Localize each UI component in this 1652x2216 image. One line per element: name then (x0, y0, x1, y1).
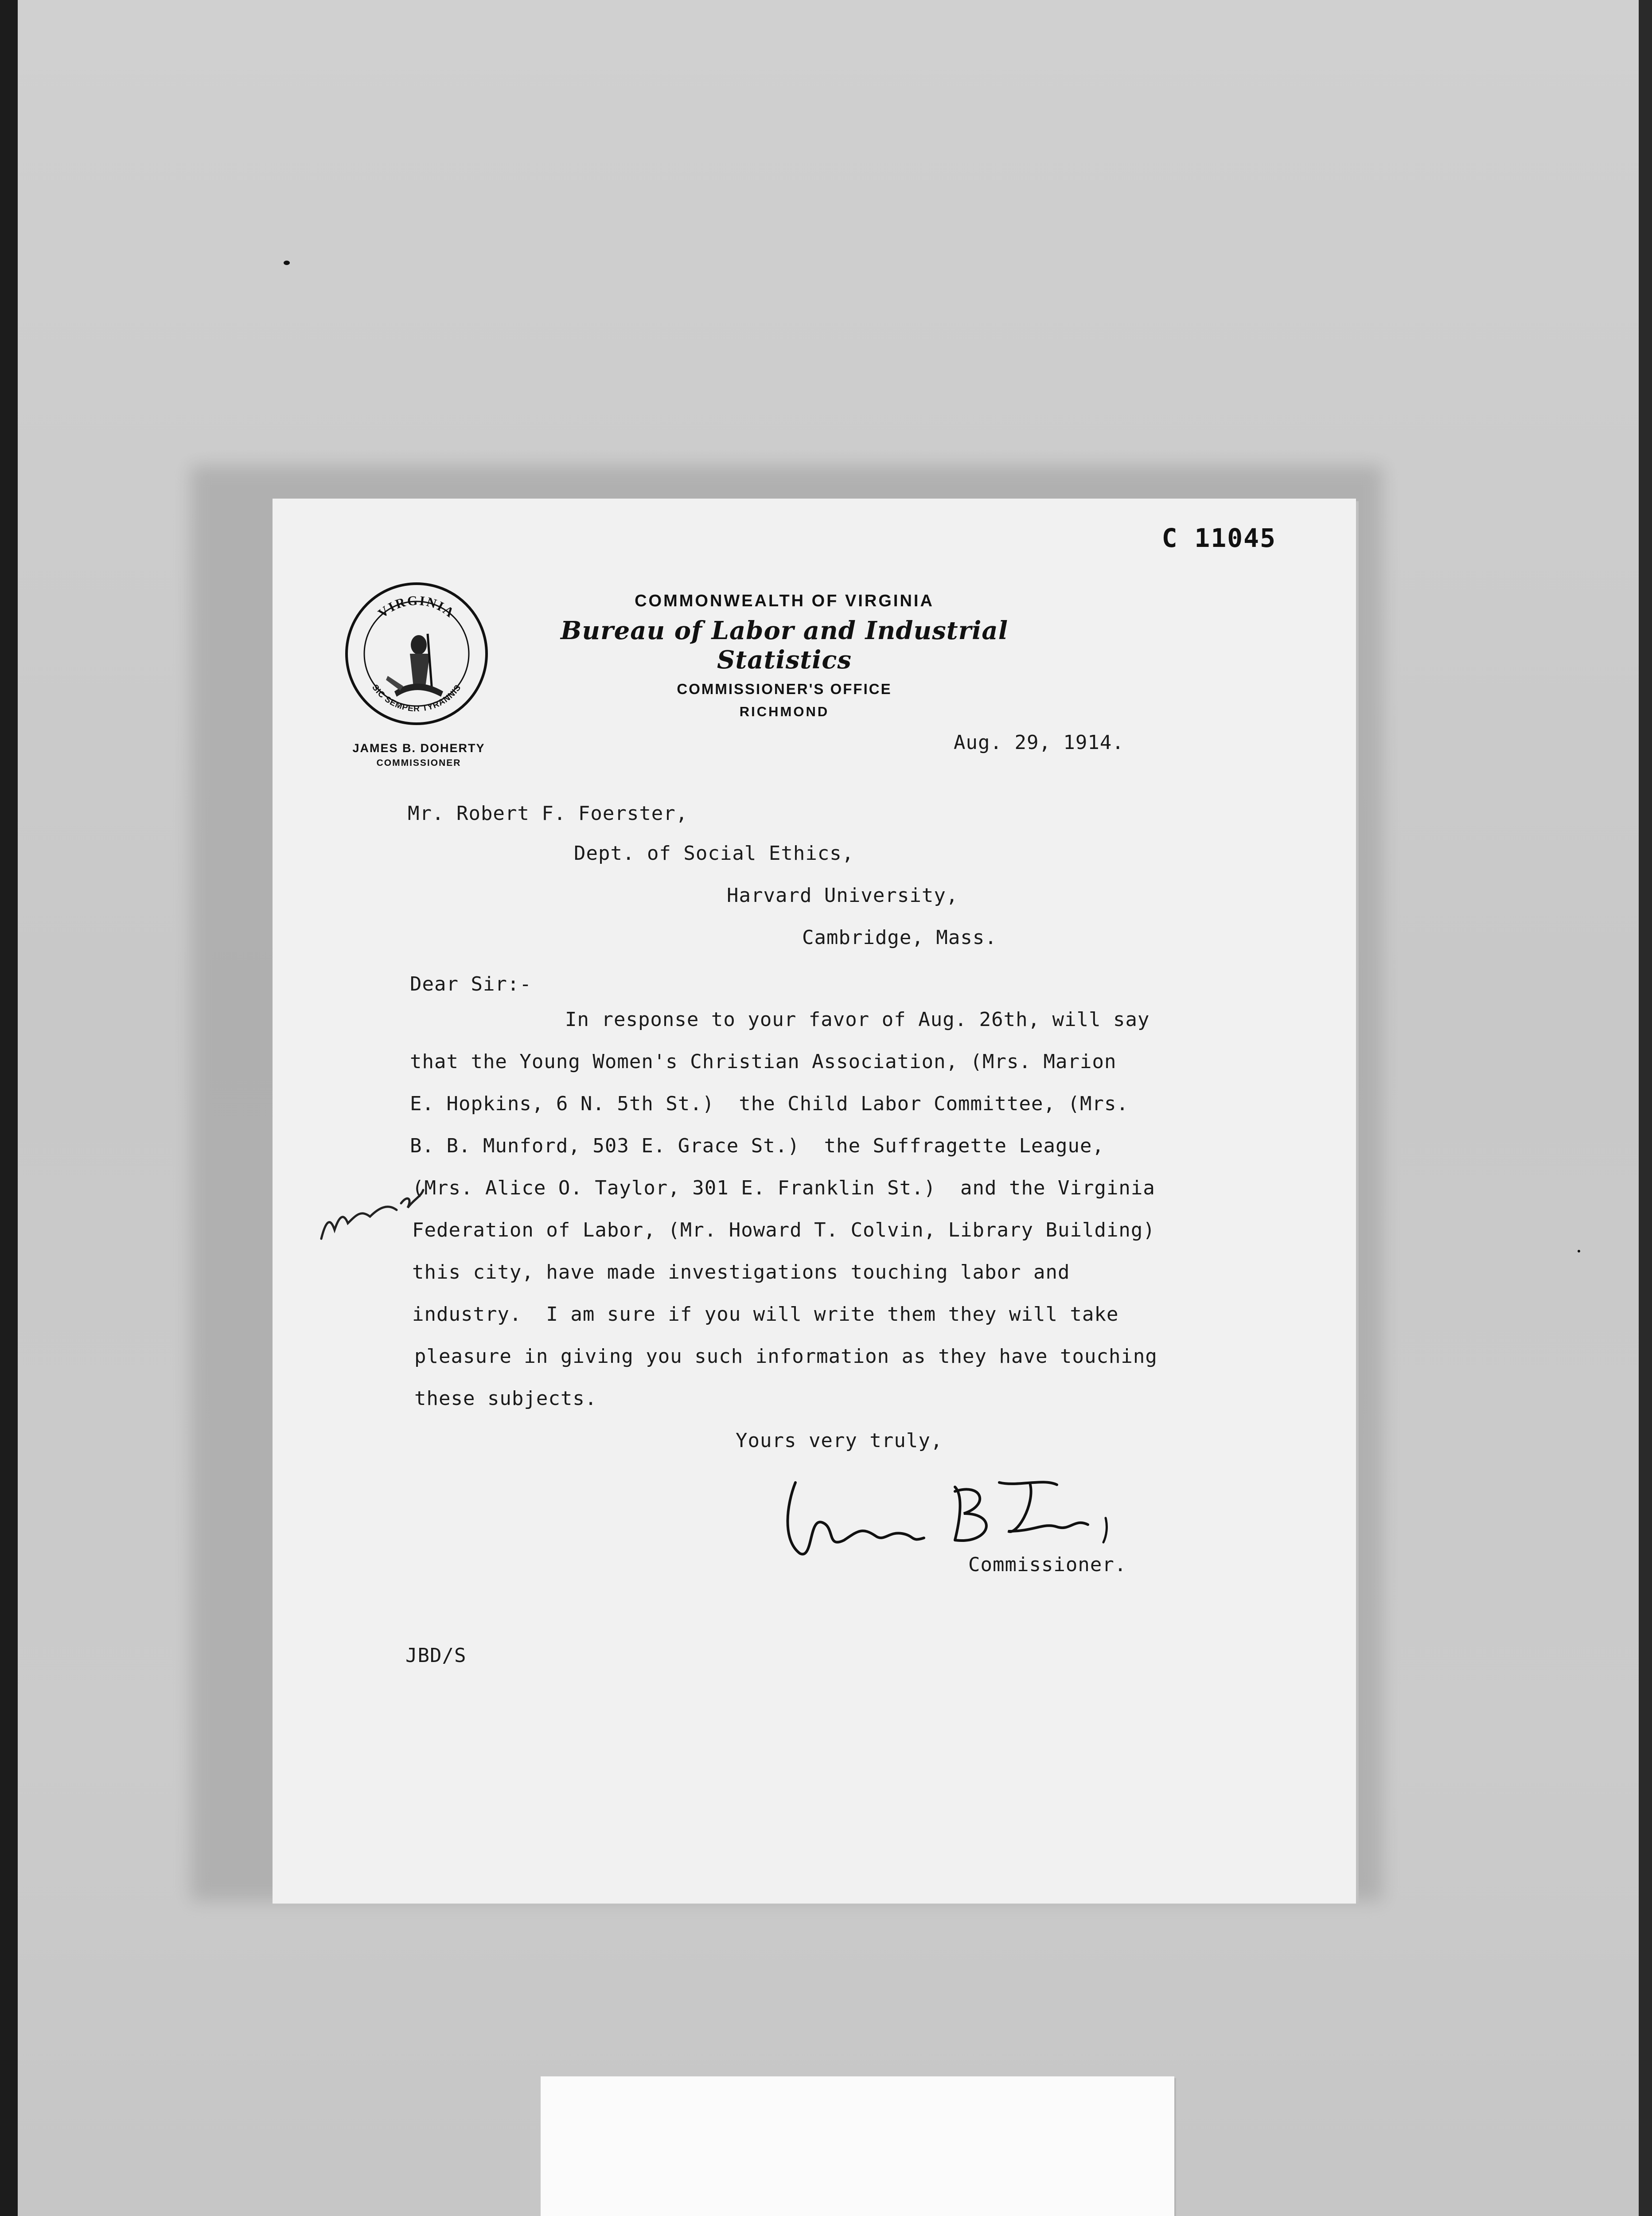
body-line: In response to your favor of Aug. 26th, will say (565, 1008, 1150, 1031)
salutation: Dear Sir:- (410, 973, 532, 995)
letter-sheet (273, 499, 1356, 1904)
body-line: that the Young Women's Christian Association, (Mrs. Marion (410, 1050, 1117, 1073)
address-line: Cambridge, Mass. (802, 926, 997, 949)
commissioner-title: COMMISSIONER (376, 758, 461, 768)
body-line: B. B. Munford, 503 E. Grace St.) the Suffragette League, (410, 1135, 1104, 1157)
archive-slip (541, 2076, 1174, 2216)
letter-date: Aug. 29, 1914. (954, 731, 1124, 754)
body-line: industry. I am sure if you will write them they will take (412, 1303, 1119, 1326)
body-line: pleasure in giving you such information as they have touching (414, 1345, 1157, 1368)
dust-speck (284, 261, 290, 265)
letterhead-bureau: Bureau of Labor and Industrial Statistics (561, 616, 1008, 675)
body-line: (Mrs. Alice O. Taylor, 301 E. Franklin St.) and the Virginia (412, 1177, 1155, 1199)
address-line: Mr. Robert F. Foerster, (408, 802, 688, 825)
virginia-seal-icon (343, 581, 490, 727)
closing: Yours very truly, (736, 1429, 943, 1452)
svg-text:VIRGINIA (375, 593, 458, 621)
address-line: Dept. of Social Ethics, (574, 842, 854, 865)
handwritten-margin-note (312, 1172, 428, 1252)
seal-top-text: VIRGINIA (375, 593, 458, 621)
signature-title: Commissioner. (968, 1553, 1127, 1576)
letterhead-office: COMMISSIONER'S OFFICE (677, 681, 892, 697)
letterhead-state: COMMONWEALTH OF VIRGINIA (635, 592, 934, 610)
body-line: Federation of Labor, (Mr. Howard T. Colvin, Library Building) (412, 1219, 1155, 1241)
body-line: this city, have made investigations touching labor and (412, 1261, 1070, 1284)
commissioner-name: JAMES B. DOHERTY (352, 741, 485, 755)
letterhead-city: RICHMOND (739, 704, 830, 719)
body-line: E. Hopkins, 6 N. 5th St.) the Child Labor Committee, (Mrs. (410, 1092, 1129, 1115)
reference-initials: JBD/S (405, 1644, 467, 1667)
body-line: these subjects. (414, 1387, 597, 1410)
film-edge-right (1639, 0, 1652, 2216)
seal-bottom-text: SIC SEMPER TYRANNIS (370, 683, 463, 714)
film-edge-left (0, 0, 18, 2216)
dust-speck (1578, 1250, 1580, 1252)
address-line: Harvard University, (727, 884, 958, 907)
letterhead (521, 592, 1048, 720)
document-number: C 11045 (1161, 523, 1276, 553)
